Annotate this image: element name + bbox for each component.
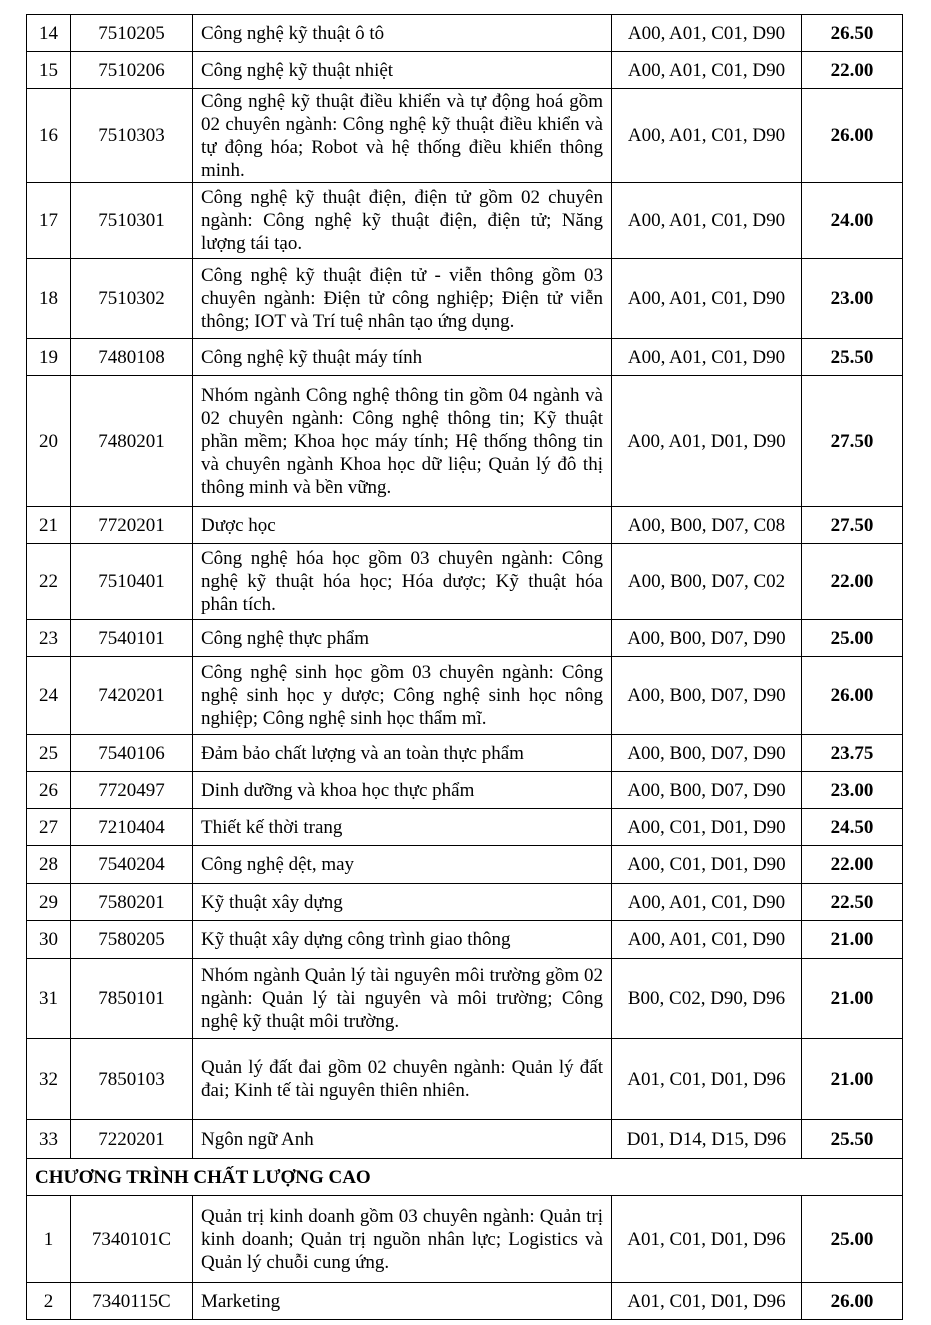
row-code: 7580205 [71,921,193,959]
admission-score-table [26,14,903,1320]
row-code: 7510206 [71,52,193,89]
row-subject-combo: A00, A01, C01, D90 [612,15,802,52]
row-major-name: Nhóm ngành Công nghệ thông tin gồm 04 ngành và 02 chuyên ngành: Công nghệ thông tin; Kỹ thuật phần mềm; Khoa học máy tính; Hệ thống thông tin và chuyên ngành Khoa học dữ liệu; Quản lý đô thị thông minh và bền vững. [193,376,612,507]
row-code: 7510401 [71,544,193,620]
row-score: 21.00 [802,921,903,959]
row-score: 23.00 [802,772,903,809]
row-major-name: Dinh dưỡng và khoa học thực phẩm [193,772,612,809]
row-stt: 21 [27,507,71,544]
row-major-name: Quản lý đất đai gồm 02 chuyên ngành: Quản lý đất đai; Kinh tế tài nguyên thiên nhiên. [193,1039,612,1120]
row-stt: 29 [27,884,71,921]
row-major-name: Công nghệ dệt, may [193,846,612,884]
row-score: 26.00 [802,657,903,735]
row-code: 7540204 [71,846,193,884]
row-code: 7850103 [71,1039,193,1120]
row-stt: 17 [27,183,71,259]
table-row [27,376,903,507]
table-row [27,183,903,259]
row-major-name: Công nghệ kỹ thuật điện, điện tử gồm 02 chuyên ngành: Công nghệ kỹ thuật điện, điện tử; Năng lượng tái tạo. [193,183,612,259]
row-major-name: Dược học [193,507,612,544]
row-score: 23.00 [802,259,903,339]
row-subject-combo: B00, C02, D90, D96 [612,959,802,1039]
row-stt: 30 [27,921,71,959]
row-code: 7210404 [71,809,193,846]
row-code: 7340101C [71,1196,193,1283]
row-stt: 20 [27,376,71,507]
row-score: 25.00 [802,1196,903,1283]
row-subject-combo: A00, A01, C01, D90 [612,921,802,959]
row-major-name: Kỹ thuật xây dựng công trình giao thông [193,921,612,959]
table-row [27,544,903,620]
row-score: 24.00 [802,183,903,259]
row-subject-combo: A00, A01, C01, D90 [612,89,802,183]
row-subject-combo: A00, C01, D01, D90 [612,846,802,884]
row-stt: 23 [27,620,71,657]
row-subject-combo: D01, D14, D15, D96 [612,1120,802,1159]
row-stt: 26 [27,772,71,809]
table-body [27,15,903,1320]
row-score: 23.75 [802,735,903,772]
table-row [27,921,903,959]
row-code: 7580201 [71,884,193,921]
row-stt: 22 [27,544,71,620]
row-stt: 19 [27,339,71,376]
row-major-name: Ngôn ngữ Anh [193,1120,612,1159]
row-subject-combo: A00, A01, C01, D90 [612,259,802,339]
table-row [27,959,903,1039]
row-score: 22.00 [802,544,903,620]
row-stt: 15 [27,52,71,89]
row-major-name: Công nghệ kỹ thuật điện tử - viễn thông gồm 03 chuyên ngành: Điện tử công nghiệp; Điện tử viễn thông; IOT và Trí tuệ nhân tạo ứng dụng. [193,259,612,339]
row-code: 7480108 [71,339,193,376]
row-score: 21.00 [802,1039,903,1120]
row-stt: 2 [27,1283,71,1320]
row-subject-combo: A00, B00, D07, D90 [612,620,802,657]
row-stt: 28 [27,846,71,884]
row-code: 7480201 [71,376,193,507]
row-subject-combo: A00, A01, C01, D90 [612,339,802,376]
row-code: 7220201 [71,1120,193,1159]
row-subject-combo: A01, C01, D01, D96 [612,1196,802,1283]
row-major-name: Công nghệ sinh học gồm 03 chuyên ngành: Công nghệ sinh học y dược; Công nghệ sinh học nông nghiệp; Công nghệ sinh học thẩm mĩ. [193,657,612,735]
row-major-name: Công nghệ kỹ thuật nhiệt [193,52,612,89]
row-stt: 27 [27,809,71,846]
row-stt: 32 [27,1039,71,1120]
row-stt: 31 [27,959,71,1039]
row-code: 7510301 [71,183,193,259]
row-code: 7850101 [71,959,193,1039]
row-code: 7510303 [71,89,193,183]
row-score: 26.50 [802,15,903,52]
row-subject-combo: A00, C01, D01, D90 [612,809,802,846]
row-major-name: Thiết kế thời trang [193,809,612,846]
row-code: 7720201 [71,507,193,544]
row-major-name: Đảm bảo chất lượng và an toàn thực phẩm [193,735,612,772]
table-row [27,1196,903,1283]
row-stt: 1 [27,1196,71,1283]
row-major-name: Kỹ thuật xây dựng [193,884,612,921]
table-row [27,809,903,846]
row-subject-combo: A01, C01, D01, D96 [612,1283,802,1320]
row-code: 7510205 [71,15,193,52]
row-major-name: Công nghệ hóa học gồm 03 chuyên ngành: Công nghệ kỹ thuật hóa học; Hóa dược; Kỹ thuật hóa phân tích. [193,544,612,620]
table-row [27,1039,903,1120]
row-subject-combo: A00, B00, D07, C08 [612,507,802,544]
row-subject-combo: A00, A01, C01, D90 [612,884,802,921]
section-title: CHƯƠNG TRÌNH CHẤT LƯỢNG CAO [27,1159,903,1196]
row-score: 21.00 [802,959,903,1039]
row-stt: 25 [27,735,71,772]
row-subject-combo: A01, C01, D01, D96 [612,1039,802,1120]
table-row [27,15,903,52]
row-major-name: Marketing [193,1283,612,1320]
table-row [27,846,903,884]
row-stt: 18 [27,259,71,339]
table-row [27,259,903,339]
table-row [27,52,903,89]
row-score: 25.50 [802,1120,903,1159]
row-score: 22.00 [802,52,903,89]
row-major-name: Nhóm ngành Quản lý tài nguyên môi trường gồm 02 ngành: Quản lý tài nguyên và môi trường; Công nghệ kỹ thuật môi trường. [193,959,612,1039]
table-row [27,1283,903,1320]
section-header-row [27,1159,903,1196]
row-score: 27.50 [802,376,903,507]
row-subject-combo: A00, B00, D07, D90 [612,657,802,735]
row-code: 7340115C [71,1283,193,1320]
table-row [27,772,903,809]
row-major-name: Công nghệ kỹ thuật máy tính [193,339,612,376]
row-score: 26.00 [802,1283,903,1320]
row-subject-combo: A00, A01, D01, D90 [612,376,802,507]
row-subject-combo: A00, B00, D07, D90 [612,772,802,809]
row-code: 7420201 [71,657,193,735]
row-score: 25.50 [802,339,903,376]
table-row [27,507,903,544]
table-row [27,89,903,183]
row-score: 26.00 [802,89,903,183]
row-code: 7540101 [71,620,193,657]
row-stt: 33 [27,1120,71,1159]
row-major-name: Công nghệ kỹ thuật ô tô [193,15,612,52]
row-stt: 16 [27,89,71,183]
table-row [27,657,903,735]
row-subject-combo: A00, B00, D07, D90 [612,735,802,772]
table-row [27,620,903,657]
row-subject-combo: A00, B00, D07, C02 [612,544,802,620]
row-major-name: Quản trị kinh doanh gồm 03 chuyên ngành: Quản trị kinh doanh; Quản trị nguồn nhân lực; Logistics và Quản lý chuỗi cung ứng. [193,1196,612,1283]
row-score: 22.50 [802,884,903,921]
row-score: 27.50 [802,507,903,544]
row-score: 24.50 [802,809,903,846]
row-major-name: Công nghệ kỹ thuật điều khiển và tự động hoá gồm 02 chuyên ngành: Công nghệ kỹ thuật điều khiển và tự động hóa; Robot và hệ thống điều khiển thông minh. [193,89,612,183]
row-major-name: Công nghệ thực phẩm [193,620,612,657]
row-code: 7720497 [71,772,193,809]
table-row [27,339,903,376]
row-score: 25.00 [802,620,903,657]
table-row [27,1120,903,1159]
row-score: 22.00 [802,846,903,884]
row-subject-combo: A00, A01, C01, D90 [612,183,802,259]
table-row [27,884,903,921]
row-stt: 14 [27,15,71,52]
row-stt: 24 [27,657,71,735]
row-code: 7540106 [71,735,193,772]
table-row [27,735,903,772]
row-subject-combo: A00, A01, C01, D90 [612,52,802,89]
row-code: 7510302 [71,259,193,339]
